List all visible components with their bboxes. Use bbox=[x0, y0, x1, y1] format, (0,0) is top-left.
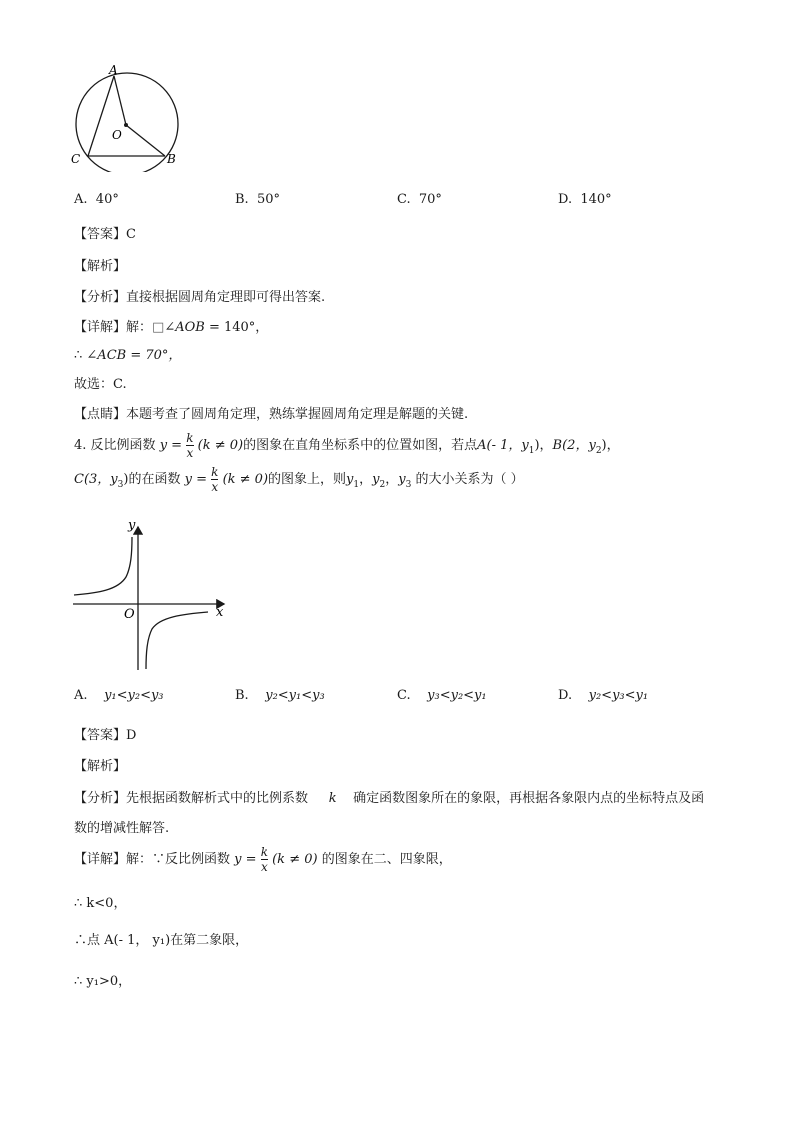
center-point bbox=[124, 123, 128, 127]
q3-detail-line1: 【详解】解：□∠AOB = 140°， bbox=[74, 320, 269, 335]
hyperbola-branch-q4 bbox=[146, 612, 208, 669]
q4-stem-line1: 4. 反比例函数 y = $\frac{k}{x}$ (k ≠ 0)的图象在直角坐标系中的位置如图，若点A(- 1，$y_1$)，B(2，$y_2$)， bbox=[74, 431, 620, 460]
q4-option-a: A. y₁<y₂<y₃ bbox=[74, 688, 164, 703]
q3-option-c: C. 70° bbox=[397, 192, 442, 207]
q4-detail-line3: ∴点 A(- 1， y₁)在第二象限， bbox=[74, 933, 249, 948]
radius-OA bbox=[114, 76, 126, 125]
hyperbola-branch-q2 bbox=[74, 537, 132, 595]
q4-detail-line2: ∴ k<0， bbox=[74, 896, 127, 911]
q4-detail-fraction: $\frac{k}{x}$ bbox=[260, 845, 268, 874]
q3-option-a: A. 40° bbox=[74, 192, 119, 207]
q3-option-b: B. 50° bbox=[235, 192, 280, 207]
q4-option-b: B. y₂<y₁<y₃ bbox=[235, 688, 325, 703]
q4-option-d: D. y₂<y₃<y₁ bbox=[558, 688, 649, 703]
q3-option-d: D. 140° bbox=[558, 192, 612, 207]
label-O: O bbox=[112, 128, 122, 142]
q4-analysis-heading: 【解析】 bbox=[74, 759, 127, 774]
q3-dianjing: 【点睛】本题考查了圆周角定理，熟练掌握圆周角定理是解题的关键. bbox=[74, 407, 469, 422]
circle-shape bbox=[76, 73, 178, 172]
radius-OB bbox=[126, 125, 165, 156]
axis-label-y: y bbox=[128, 518, 136, 533]
q3-fenxi: 【分析】直接根据圆周角定理即可得出答案. bbox=[74, 290, 326, 305]
q4-stem-line2: C(3，$y_3$)的在函数 y = $\frac{k}{x}$ (k ≠ 0)的图象上，则$y_1$，$y_2$，$y_3$ 的大小关系为（ ） bbox=[74, 465, 524, 494]
q4-option-c: C. y₃<y₂<y₁ bbox=[397, 688, 487, 703]
axis-label-x: x bbox=[216, 605, 224, 620]
q4-answer: 【答案】D bbox=[74, 728, 137, 743]
q4-fenxi-line2: 数的增减性解答. bbox=[74, 821, 170, 836]
label-B: B bbox=[167, 152, 176, 166]
circle-figure bbox=[68, 62, 188, 172]
q3-answer: 【答案】C bbox=[74, 227, 136, 242]
q4-fraction: $\frac{k}{x}$ bbox=[186, 431, 194, 460]
q4-detail-line4: ∴ y₁>0， bbox=[74, 974, 132, 989]
q3-detail-line3: 故选：C. bbox=[74, 377, 127, 392]
q4-detail-line1: 【详解】解：∵反比例函数 y = $\frac{k}{x}$ (k ≠ 0) 的图象在二、四象限， bbox=[74, 845, 452, 874]
q4-fenxi-line1: 【分析】先根据函数解析式中的比例系数 k 确定函数图象所在的象限，再根据各象限内点的坐标特点及函 bbox=[74, 791, 705, 806]
hyperbola-figure bbox=[68, 515, 238, 675]
q3-detail-line2: ∴ ∠ACB = 70°， bbox=[74, 348, 182, 363]
q3-analysis-heading: 【解析】 bbox=[74, 259, 127, 274]
origin-label: O bbox=[124, 607, 135, 622]
label-A: A bbox=[109, 63, 118, 77]
label-C: C bbox=[71, 152, 81, 166]
q4-fraction-2: $\frac{k}{x}$ bbox=[211, 465, 219, 494]
chord-AC bbox=[88, 76, 114, 156]
